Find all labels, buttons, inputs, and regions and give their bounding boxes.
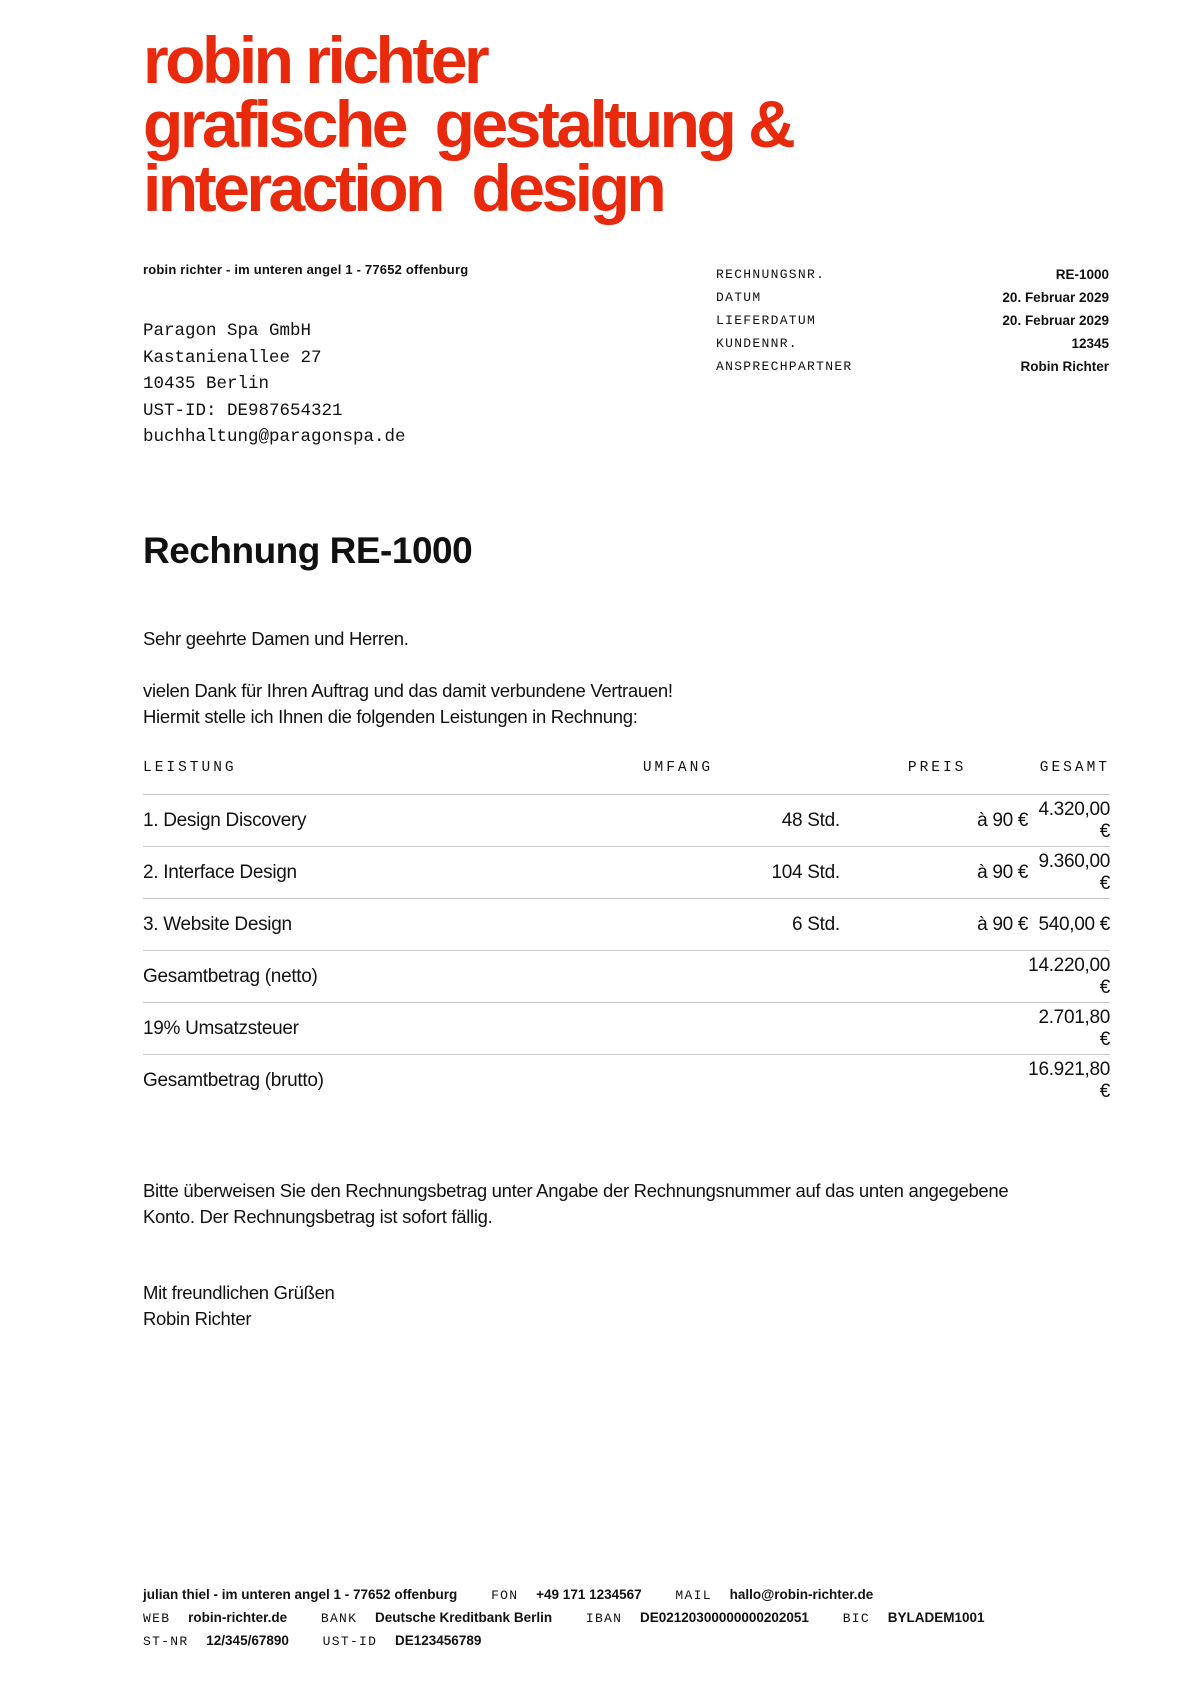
closing-line-1: Mit freundlichen Grüßen (143, 1282, 335, 1303)
meta-label: KUNDENNR. (716, 336, 798, 351)
recipient-address (143, 318, 406, 451)
payment-line-2: Konto. Der Rechnungsbetrag ist sofort fällig. (143, 1206, 493, 1227)
item-total: 9.360,00 € (1028, 847, 1110, 899)
meta-row-customer-no (716, 332, 1109, 355)
invoice-title: Rechnung RE-1000 (143, 530, 473, 571)
item-scope: 48 Std. (643, 795, 908, 847)
footer (143, 1584, 985, 1653)
footer-iban-label: IBAN (585, 1611, 623, 1626)
footer-bank-label: BANK (320, 1611, 358, 1626)
tax-value: 2.701,80 € (1028, 1003, 1110, 1055)
net-total-label: Gesamtbetrag (netto) (143, 951, 643, 1003)
footer-bic: BYLADEM1001 (887, 1610, 985, 1625)
invoice-items-table (143, 760, 1110, 1106)
footer-mail-label: MAIL (675, 1588, 712, 1603)
meta-value: Robin Richter (1020, 359, 1109, 374)
footer-iban: DE02120300000000202051 (640, 1610, 809, 1625)
logo-line-1: robin richter (143, 23, 487, 97)
recipient-email: buchhaltung@paragonspa.de (143, 427, 406, 447)
item-price: à 90 € (908, 899, 1028, 951)
footer-vatid: DE123456789 (395, 1633, 482, 1648)
intro-line-2: Hiermit stelle ich Ihnen die folgenden Leistungen in Rechnung: (143, 706, 638, 727)
gross-total-row (143, 1055, 1110, 1107)
gross-total-label: Gesamtbetrag (brutto) (143, 1069, 324, 1091)
greeting: Sehr geehrte Damen und Herren. (143, 628, 409, 649)
recipient-street: Kastanienallee 27 (143, 347, 322, 368)
footer-address: julian thiel - im unteren angel 1 - 77652 offenburg (143, 1587, 458, 1602)
footer-vatid-label: UST-ID (322, 1634, 378, 1649)
meta-value: 12345 (1071, 336, 1109, 351)
item-service: 1. Design Discovery (143, 795, 643, 847)
intro-text (143, 678, 673, 730)
header-scope: UMFANG (643, 760, 908, 795)
payment-instructions (143, 1178, 1103, 1230)
item-price: à 90 € (908, 795, 1028, 847)
meta-row-contact (716, 355, 1109, 378)
meta-label: DATUM (716, 290, 762, 305)
footer-phone: +49 171 1234567 (536, 1587, 642, 1602)
footer-web-label: WEB (143, 1611, 171, 1626)
item-service: 2. Interface Design (143, 847, 643, 899)
meta-value: 20. Februar 2029 (1002, 313, 1109, 328)
item-scope: 6 Std. (643, 899, 908, 951)
table-row (143, 899, 1110, 951)
net-total-row (143, 951, 1110, 1003)
table-row (143, 795, 1110, 847)
recipient-vat: UST-ID: DE987654321 (143, 400, 343, 421)
footer-row-3 (143, 1630, 985, 1653)
footer-row-2 (143, 1607, 985, 1630)
recipient-name: Paragon Spa GmbH (143, 321, 312, 341)
item-price: à 90 € (908, 847, 1028, 899)
footer-mail: hallo@robin-richter.de (729, 1587, 874, 1602)
sender-line: robin richter - im unteren angel 1 - 77652 offenburg (143, 262, 469, 277)
footer-taxno-label: ST-NR (143, 1634, 189, 1649)
payment-line-1: Bitte überweisen Sie den Rechnungsbetrag unter Angabe der Rechnungsnummer auf das unten angegebene (143, 1180, 1009, 1201)
tax-label: 19% Umsatzsteuer (143, 1003, 643, 1055)
meta-label: ANSPRECHPARTNER (716, 359, 853, 374)
table-header-row (143, 760, 1110, 795)
logo-line-3: interaction design (143, 151, 664, 225)
recipient-city: 10435 Berlin (143, 374, 270, 394)
header-total: GESAMT (1028, 760, 1110, 795)
intro-line-1: vielen Dank für Ihren Auftrag und das damit verbundene Vertrauen! (143, 680, 673, 701)
item-service: 3. Website Design (143, 899, 643, 951)
meta-row-invoice-no (716, 263, 1109, 286)
meta-row-delivery (716, 309, 1109, 332)
meta-value: 20. Februar 2029 (1002, 290, 1109, 305)
footer-row-1 (143, 1584, 985, 1607)
net-total-value: 14.220,00 € (1028, 951, 1110, 1003)
closing (143, 1280, 335, 1332)
footer-bic-label: BIC (842, 1611, 871, 1626)
meta-label: LIEFERDATUM (716, 313, 817, 328)
meta-value: RE-1000 (1055, 267, 1109, 282)
signature-name: Robin Richter (143, 1308, 252, 1329)
item-total: 4.320,00 € (1028, 795, 1110, 847)
logo-line-2: grafische gestaltung & (143, 87, 793, 161)
item-total: 540,00 € (1028, 899, 1110, 951)
footer-phone-label: FON (491, 1588, 519, 1603)
header-price: PREIS (908, 760, 1028, 795)
footer-taxno: 12/345/67890 (206, 1633, 289, 1648)
header-service: LEISTUNG (143, 760, 643, 795)
gross-total-value: 16.921,80 € (1028, 1058, 1110, 1102)
invoice-meta (716, 263, 1109, 378)
tax-row (143, 1003, 1110, 1055)
item-scope: 104 Std. (643, 847, 908, 899)
footer-bank: Deutsche Kreditbank Berlin (375, 1610, 553, 1625)
table-row (143, 847, 1110, 899)
company-logo (143, 23, 793, 225)
meta-label: RECHNUNGSNR. (716, 267, 826, 282)
meta-row-date (716, 286, 1109, 309)
footer-web: robin-richter.de (188, 1610, 288, 1625)
